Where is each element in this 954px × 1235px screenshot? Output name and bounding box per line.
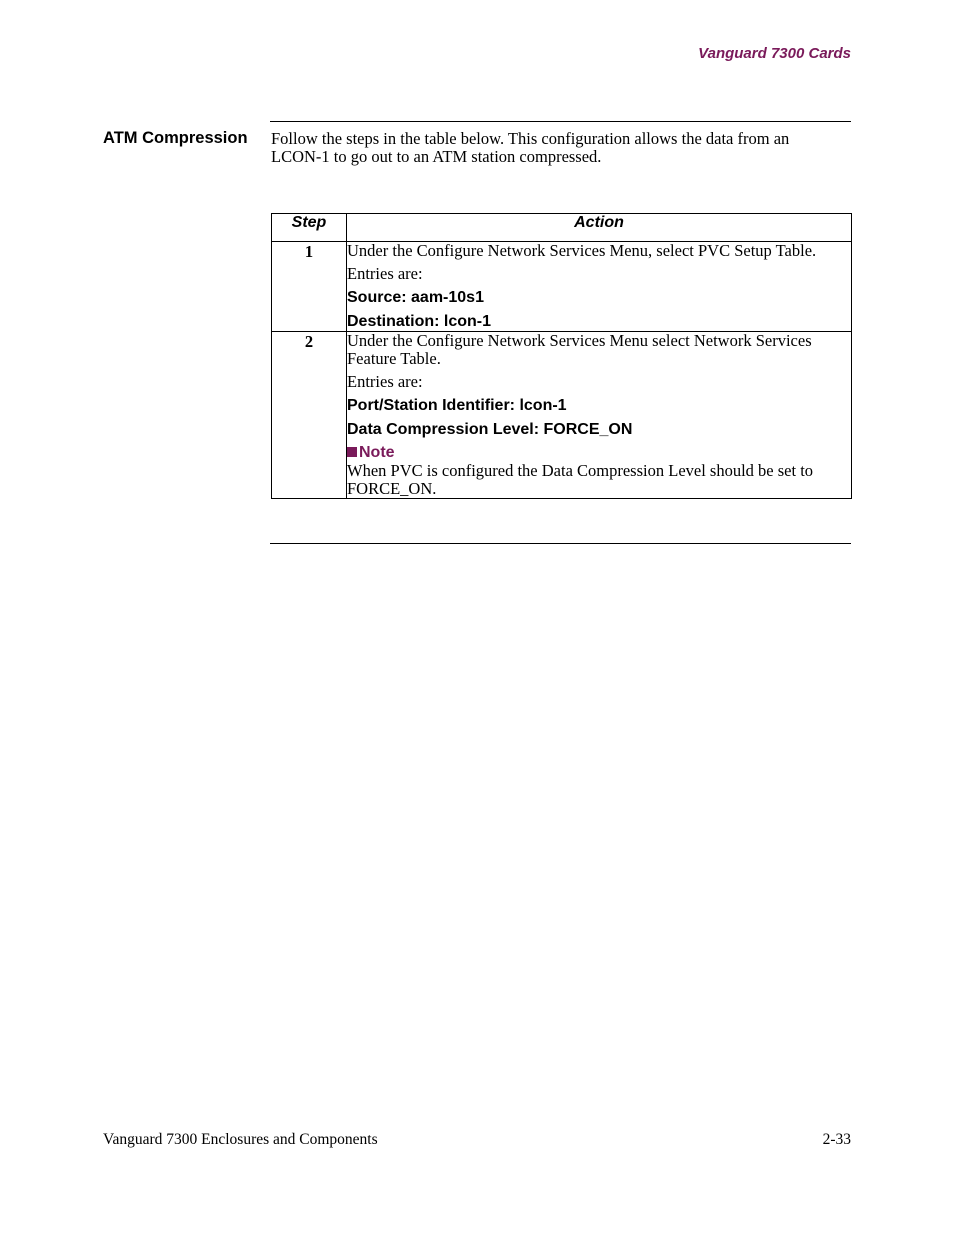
entry-port-station: Port/Station Identifier: lcon-1: [347, 397, 567, 414]
instruction-text: Under the Configure Network Services Menu select Network Services Feature Table.: [347, 331, 812, 368]
entries-label: Entries are:: [347, 372, 423, 391]
steps-table: [271, 213, 852, 499]
table-header-row: [272, 214, 852, 242]
bottom-divider: [270, 543, 851, 544]
action-column-header: Action: [347, 214, 852, 242]
entry-source: Source: aam-10s1: [347, 289, 484, 306]
instruction-text: Under the Configure Network Services Menu, select PVC Setup Table.: [347, 241, 817, 260]
note-label: Note: [359, 444, 395, 461]
action-cell: [347, 332, 852, 499]
table-row: [272, 242, 852, 332]
footer-book-title: Vanguard 7300 Enclosures and Components: [103, 1131, 378, 1148]
step-column-header: Step: [272, 214, 347, 242]
table-row: [272, 332, 852, 499]
action-cell: [347, 242, 852, 332]
page-number: 2-33: [822, 1131, 851, 1148]
intro-paragraph: Follow the steps in the table below. This configuration allows the data from an LCON-1 to go out to an ATM station compressed.: [271, 129, 790, 166]
entry-compression-level: Data Compression Level: FORCE_ON: [347, 421, 633, 438]
step-number: 2: [272, 332, 347, 499]
entries-label: Entries are:: [347, 264, 423, 283]
running-header: Vanguard 7300 Cards: [698, 45, 851, 62]
step-number: 1: [272, 242, 347, 332]
entry-destination: Destination: lcon-1: [347, 313, 492, 330]
note-square-icon: [347, 447, 357, 457]
section-heading: ATM Compression: [103, 129, 248, 147]
note-text: When PVC is configured the Data Compression Level should be set to FORCE_ON.: [347, 461, 814, 498]
note-heading: [347, 444, 851, 462]
top-divider: [270, 121, 851, 122]
